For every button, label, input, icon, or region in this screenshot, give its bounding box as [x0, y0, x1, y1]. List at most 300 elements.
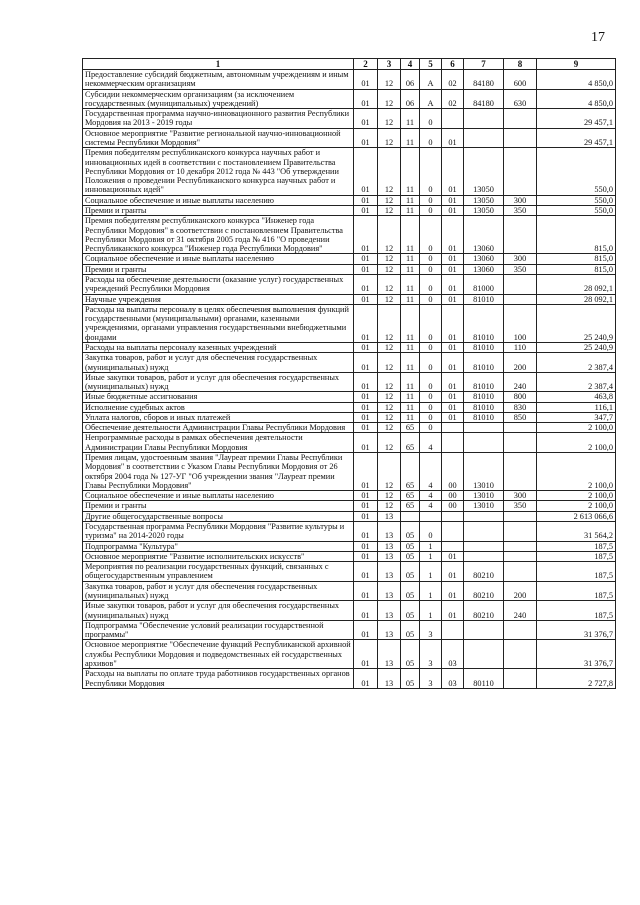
row-code-cell: 01	[442, 562, 464, 582]
row-code-cell: 01	[354, 294, 378, 304]
row-code-cell: 0	[420, 392, 442, 402]
row-code-cell: 01	[442, 581, 464, 601]
row-code-cell	[504, 294, 537, 304]
row-amount-cell: 31 564,2	[537, 522, 616, 542]
row-code-cell: 01	[354, 353, 378, 373]
row-code-cell: 01	[354, 640, 378, 669]
row-code-cell: 12	[378, 195, 401, 205]
row-code-cell: 13010	[464, 491, 504, 501]
row-code-cell	[464, 433, 504, 453]
row-code-cell: 01	[442, 206, 464, 216]
row-code-cell: 01	[354, 254, 378, 264]
row-code-cell: 13060	[464, 216, 504, 254]
row-code-cell: 01	[354, 522, 378, 542]
row-code-cell: 01	[442, 601, 464, 621]
row-code-cell	[401, 511, 420, 521]
row-code-cell: 02	[442, 70, 464, 90]
table-row	[83, 491, 616, 501]
row-code-cell	[442, 620, 464, 640]
row-code-cell: 350	[504, 206, 537, 216]
row-amount-cell: 187,5	[537, 581, 616, 601]
row-amount-cell: 187,5	[537, 562, 616, 582]
row-code-cell: 06	[401, 70, 420, 90]
row-code-cell: 05	[401, 541, 420, 551]
row-name-cell: Иные закупки товаров, работ и услуг для обеспечения государственных (муниципальных) нужд	[83, 372, 354, 392]
table-row	[83, 433, 616, 453]
row-code-cell: 80210	[464, 601, 504, 621]
row-code-cell	[464, 109, 504, 129]
row-code-cell: 12	[378, 372, 401, 392]
row-amount-cell: 2 100,0	[537, 423, 616, 433]
row-name-cell: Подпрограмма "Культура"	[83, 541, 354, 551]
table-row	[83, 501, 616, 511]
column-header: 8	[504, 59, 537, 70]
row-code-cell: 01	[442, 294, 464, 304]
row-code-cell: 81010	[464, 412, 504, 422]
column-header: 3	[378, 59, 401, 70]
row-name-cell: Премия лицам, удостоенным звания "Лауреат премии Главы Республики Мордовия" в соответствии с Указом Главы Республики Мордовия от 26 октября 2004 года № 127-УГ "Об учреждении звания "Лауреат премии Главы Республики Мордовия"	[83, 453, 354, 491]
row-name-cell: Другие общегосударственные вопросы	[83, 511, 354, 521]
row-amount-cell: 4 850,0	[537, 70, 616, 90]
row-code-cell: 12	[378, 353, 401, 373]
table-row	[83, 304, 616, 342]
row-amount-cell: 187,5	[537, 601, 616, 621]
row-code-cell: 11	[401, 372, 420, 392]
row-code-cell: 84180	[464, 89, 504, 109]
row-code-cell: 3	[420, 620, 442, 640]
row-code-cell: 12	[378, 304, 401, 342]
row-code-cell: 12	[378, 254, 401, 264]
row-code-cell	[464, 511, 504, 521]
row-code-cell: 200	[504, 581, 537, 601]
row-code-cell	[504, 109, 537, 129]
row-code-cell: 02	[442, 89, 464, 109]
row-code-cell: 4	[420, 433, 442, 453]
row-amount-cell: 29 457,1	[537, 109, 616, 129]
row-code-cell: 05	[401, 562, 420, 582]
row-code-cell	[442, 109, 464, 129]
row-code-cell: 13	[378, 620, 401, 640]
row-code-cell	[464, 522, 504, 542]
row-code-cell: 12	[378, 148, 401, 195]
column-header: 6	[442, 59, 464, 70]
row-code-cell: 01	[354, 412, 378, 422]
table-row	[83, 70, 616, 90]
row-amount-cell: 550,0	[537, 148, 616, 195]
row-amount-cell: 815,0	[537, 264, 616, 274]
row-code-cell: 11	[401, 264, 420, 274]
row-code-cell: 11	[401, 195, 420, 205]
row-code-cell: 1	[420, 581, 442, 601]
row-code-cell	[504, 511, 537, 521]
row-code-cell: 01	[442, 372, 464, 392]
row-name-cell: Основное мероприятие "Развитие исполнительских искусств"	[83, 551, 354, 561]
row-code-cell: 12	[378, 491, 401, 501]
row-code-cell: 12	[378, 423, 401, 433]
row-code-cell: 11	[401, 216, 420, 254]
row-code-cell: 01	[354, 433, 378, 453]
row-name-cell: Социальное обеспечение и иные выплаты населению	[83, 195, 354, 205]
row-code-cell: 13060	[464, 254, 504, 264]
row-code-cell: 11	[401, 304, 420, 342]
row-amount-cell: 2 387,4	[537, 353, 616, 373]
row-code-cell: 11	[401, 412, 420, 422]
row-code-cell: 01	[442, 412, 464, 422]
row-code-cell: 81010	[464, 392, 504, 402]
row-code-cell: 01	[354, 541, 378, 551]
row-code-cell: 65	[401, 453, 420, 491]
row-code-cell: 81010	[464, 353, 504, 373]
row-code-cell: 13	[378, 551, 401, 561]
row-code-cell: 13	[378, 581, 401, 601]
row-code-cell	[504, 128, 537, 148]
row-code-cell: 12	[378, 392, 401, 402]
row-amount-cell: 31 376,7	[537, 620, 616, 640]
table-row	[83, 264, 616, 274]
row-code-cell: 630	[504, 89, 537, 109]
row-name-cell: Обеспечение деятельности Администрации Главы Республики Мордовия	[83, 423, 354, 433]
row-code-cell: 01	[354, 274, 378, 294]
row-code-cell: 11	[401, 402, 420, 412]
row-code-cell: 05	[401, 640, 420, 669]
row-code-cell: 05	[401, 669, 420, 689]
table-row	[83, 453, 616, 491]
row-code-cell: 0	[420, 342, 442, 352]
row-code-cell: 0	[420, 304, 442, 342]
table-row	[83, 195, 616, 205]
row-code-cell: 11	[401, 294, 420, 304]
row-code-cell: 13010	[464, 453, 504, 491]
row-name-cell: Основное мероприятие "Обеспечение функций Республиканской архивной службы Республики Мордовия и подведомственных ей государственных архивов"	[83, 640, 354, 669]
table-row	[83, 551, 616, 561]
row-code-cell: 0	[420, 353, 442, 373]
column-header: 7	[464, 59, 504, 70]
row-code-cell	[442, 541, 464, 551]
table-row	[83, 601, 616, 621]
row-code-cell: 11	[401, 274, 420, 294]
header-row	[83, 59, 616, 70]
row-code-cell	[442, 522, 464, 542]
table-row	[83, 254, 616, 264]
row-code-cell: 01	[442, 304, 464, 342]
row-code-cell: 0	[420, 216, 442, 254]
row-code-cell: 03	[442, 640, 464, 669]
row-code-cell: 12	[378, 342, 401, 352]
row-code-cell: 01	[354, 501, 378, 511]
row-code-cell: 13	[378, 640, 401, 669]
row-amount-cell: 2 100,0	[537, 491, 616, 501]
row-code-cell: 01	[354, 206, 378, 216]
row-code-cell: 0	[420, 148, 442, 195]
row-code-cell: 1	[420, 541, 442, 551]
row-code-cell: 12	[378, 294, 401, 304]
row-code-cell: 01	[354, 562, 378, 582]
row-code-cell	[504, 522, 537, 542]
table-row	[83, 562, 616, 582]
row-code-cell: 12	[378, 274, 401, 294]
row-name-cell: Премии и гранты	[83, 501, 354, 511]
row-code-cell: 01	[354, 620, 378, 640]
row-code-cell: 11	[401, 254, 420, 264]
row-code-cell: 800	[504, 392, 537, 402]
row-code-cell: 300	[504, 491, 537, 501]
row-code-cell: 300	[504, 195, 537, 205]
row-code-cell: 01	[354, 491, 378, 501]
row-name-cell: Премия победителям республиканского конкурса научных работ и инновационных идей в соответствии с постановлением Правительства Республики Мордовия от 10 декабря 2012 года № 443 "Об утверждении Положения о проведении Республиканского конкурса научных работ и инновационных идей"	[83, 148, 354, 195]
row-code-cell	[504, 640, 537, 669]
row-code-cell: 12	[378, 206, 401, 216]
row-code-cell: 01	[442, 254, 464, 264]
row-code-cell: 0	[420, 522, 442, 542]
table-row	[83, 206, 616, 216]
row-amount-cell: 2 613 066,6	[537, 511, 616, 521]
row-amount-cell: 25 240,9	[537, 342, 616, 352]
row-code-cell: 00	[442, 501, 464, 511]
row-code-cell: 01	[442, 353, 464, 373]
table-row	[83, 402, 616, 412]
table-row	[83, 541, 616, 551]
row-code-cell: 01	[354, 264, 378, 274]
row-code-cell	[504, 423, 537, 433]
table-row	[83, 109, 616, 129]
row-code-cell: 0	[420, 195, 442, 205]
page-number: 17	[591, 30, 605, 45]
column-header: 4	[401, 59, 420, 70]
table-row	[83, 640, 616, 669]
row-code-cell: 06	[401, 89, 420, 109]
row-code-cell	[504, 620, 537, 640]
row-name-cell: Премии и гранты	[83, 206, 354, 216]
row-code-cell: 11	[401, 128, 420, 148]
row-code-cell: 13050	[464, 195, 504, 205]
row-code-cell: 0	[420, 264, 442, 274]
table-row	[83, 216, 616, 254]
row-amount-cell: 28 092,1	[537, 274, 616, 294]
row-code-cell	[464, 423, 504, 433]
row-code-cell: 0	[420, 254, 442, 264]
row-name-cell: Государственная программа научно-инновационного развития Республики Мордовия на 2013 - 2019 годы	[83, 109, 354, 129]
row-code-cell	[504, 562, 537, 582]
row-code-cell: 01	[442, 264, 464, 274]
row-code-cell	[442, 433, 464, 453]
row-code-cell	[464, 541, 504, 551]
row-code-cell: 65	[401, 491, 420, 501]
row-code-cell: 65	[401, 423, 420, 433]
row-code-cell: 01	[354, 402, 378, 412]
row-code-cell: 13050	[464, 206, 504, 216]
row-code-cell: 00	[442, 491, 464, 501]
row-code-cell: 12	[378, 264, 401, 274]
row-code-cell	[442, 511, 464, 521]
row-code-cell: 13010	[464, 501, 504, 511]
row-amount-cell: 2 387,4	[537, 372, 616, 392]
row-name-cell: Подпрограмма "Обеспечение условий реализации государственной программы"	[83, 620, 354, 640]
row-name-cell: Иные закупки товаров, работ и услуг для обеспечения государственных (муниципальных) нужд	[83, 601, 354, 621]
row-code-cell: 01	[354, 342, 378, 352]
row-code-cell: 11	[401, 206, 420, 216]
row-name-cell: Премия победителям республиканского конкурса "Инженер года Республики Мордовия" в соответствии с постановлением Правительства Республики Мордовия от 31 октября 2005 года № 416 "О проведении Республиканского конкурса "Инженер года Республики Мордовия"	[83, 216, 354, 254]
row-name-cell: Предоставление субсидий бюджетным, автономным учреждениям и иным некоммерческим организациям	[83, 70, 354, 90]
row-code-cell: 12	[378, 89, 401, 109]
row-name-cell: Закупка товаров, работ и услуг для обеспечения государственных (муниципальных) нужд	[83, 581, 354, 601]
row-code-cell: 0	[420, 412, 442, 422]
row-code-cell	[504, 274, 537, 294]
row-code-cell: 110	[504, 342, 537, 352]
row-amount-cell: 463,8	[537, 392, 616, 402]
row-code-cell: 0	[420, 109, 442, 129]
row-code-cell: 0	[420, 294, 442, 304]
row-code-cell: 01	[442, 216, 464, 254]
row-code-cell	[504, 551, 537, 561]
row-name-cell: Уплата налогов, сборов и иных платежей	[83, 412, 354, 422]
table-body	[83, 70, 616, 689]
table-row	[83, 669, 616, 689]
row-code-cell: 01	[354, 669, 378, 689]
row-code-cell: 12	[378, 216, 401, 254]
column-header: 9	[537, 59, 616, 70]
row-code-cell: 05	[401, 581, 420, 601]
row-code-cell: 1	[420, 551, 442, 561]
row-name-cell: Расходы на обеспечение деятельности (оказание услуг) государственных учреждений Республики Мордовия	[83, 274, 354, 294]
row-code-cell: 240	[504, 372, 537, 392]
row-code-cell: 80110	[464, 669, 504, 689]
row-code-cell: 81010	[464, 372, 504, 392]
row-name-cell: Иные бюджетные ассигнования	[83, 392, 354, 402]
row-amount-cell: 187,5	[537, 541, 616, 551]
row-code-cell: 350	[504, 501, 537, 511]
row-name-cell: Премии и гранты	[83, 264, 354, 274]
table-row	[83, 353, 616, 373]
row-code-cell	[464, 620, 504, 640]
row-code-cell: 80210	[464, 562, 504, 582]
row-code-cell: 01	[442, 148, 464, 195]
row-code-cell: 12	[378, 433, 401, 453]
row-amount-cell: 550,0	[537, 195, 616, 205]
row-code-cell: 01	[354, 148, 378, 195]
row-code-cell: 11	[401, 392, 420, 402]
table-row	[83, 581, 616, 601]
row-code-cell: 01	[354, 89, 378, 109]
row-code-cell: 4	[420, 491, 442, 501]
row-name-cell: Научные учреждения	[83, 294, 354, 304]
row-amount-cell: 31 376,7	[537, 640, 616, 669]
row-amount-cell: 29 457,1	[537, 128, 616, 148]
row-code-cell: 850	[504, 412, 537, 422]
row-code-cell: 12	[378, 70, 401, 90]
row-code-cell: 13	[378, 562, 401, 582]
row-code-cell	[464, 640, 504, 669]
row-code-cell: 1	[420, 601, 442, 621]
row-code-cell: 100	[504, 304, 537, 342]
table-row	[83, 274, 616, 294]
row-code-cell: 01	[354, 216, 378, 254]
table-row	[83, 128, 616, 148]
row-code-cell: 300	[504, 254, 537, 264]
row-code-cell: 01	[354, 392, 378, 402]
row-code-cell: 0	[420, 128, 442, 148]
row-code-cell: 03	[442, 669, 464, 689]
row-code-cell: 01	[354, 581, 378, 601]
row-code-cell: 01	[354, 195, 378, 205]
row-code-cell	[504, 148, 537, 195]
row-code-cell	[464, 128, 504, 148]
row-code-cell	[442, 423, 464, 433]
row-code-cell: 830	[504, 402, 537, 412]
row-code-cell: 81000	[464, 274, 504, 294]
row-code-cell: 01	[354, 601, 378, 621]
row-code-cell: 01	[442, 551, 464, 561]
row-amount-cell: 187,5	[537, 551, 616, 561]
row-code-cell: 11	[401, 353, 420, 373]
row-code-cell: 05	[401, 620, 420, 640]
row-code-cell: 01	[354, 551, 378, 561]
row-code-cell: 01	[354, 511, 378, 521]
row-code-cell: 12	[378, 412, 401, 422]
row-code-cell: 05	[401, 551, 420, 561]
row-name-cell: Мероприятия по реализации государственных функций, связанных с общегосударственным управлением	[83, 562, 354, 582]
row-code-cell: 11	[401, 109, 420, 129]
table-row	[83, 372, 616, 392]
row-code-cell	[420, 511, 442, 521]
row-code-cell: 01	[354, 304, 378, 342]
row-code-cell: 12	[378, 109, 401, 129]
row-code-cell: 350	[504, 264, 537, 274]
table-row	[83, 342, 616, 352]
column-header: 1	[83, 59, 354, 70]
row-code-cell: 240	[504, 601, 537, 621]
row-code-cell: 0	[420, 423, 442, 433]
row-amount-cell: 28 092,1	[537, 294, 616, 304]
row-code-cell: 01	[354, 372, 378, 392]
row-code-cell: А	[420, 89, 442, 109]
row-code-cell: 3	[420, 669, 442, 689]
row-name-cell: Государственная программа Республики Мордовия "Развитие культуры и туризма" на 2014-2020 годы	[83, 522, 354, 542]
row-amount-cell: 347,7	[537, 412, 616, 422]
row-amount-cell: 815,0	[537, 254, 616, 264]
row-name-cell: Субсидии некоммерческим организациям (за исключением государственных (муниципальных) учреждений)	[83, 89, 354, 109]
row-code-cell	[504, 216, 537, 254]
row-code-cell	[464, 551, 504, 561]
row-code-cell: 01	[354, 70, 378, 90]
row-code-cell: 1	[420, 562, 442, 582]
row-code-cell: 12	[378, 501, 401, 511]
row-code-cell: 01	[354, 128, 378, 148]
budget-table	[82, 58, 616, 689]
row-code-cell: 01	[442, 274, 464, 294]
row-code-cell: 01	[442, 342, 464, 352]
row-amount-cell: 116,1	[537, 402, 616, 412]
row-code-cell: 13060	[464, 264, 504, 274]
row-code-cell: 81010	[464, 342, 504, 352]
column-header: 5	[420, 59, 442, 70]
row-code-cell: 05	[401, 522, 420, 542]
row-name-cell: Социальное обеспечение и иные выплаты населению	[83, 491, 354, 501]
row-amount-cell: 2 100,0	[537, 501, 616, 511]
row-name-cell: Непрограммные расходы в рамках обеспечения деятельности Администрации Главы Республики Мордовия	[83, 433, 354, 453]
row-code-cell: 600	[504, 70, 537, 90]
row-code-cell	[504, 453, 537, 491]
row-code-cell	[504, 433, 537, 453]
row-amount-cell: 815,0	[537, 216, 616, 254]
row-code-cell: 01	[442, 128, 464, 148]
row-code-cell: 01	[442, 392, 464, 402]
row-code-cell: 200	[504, 353, 537, 373]
row-amount-cell: 2 100,0	[537, 433, 616, 453]
row-code-cell: 13	[378, 601, 401, 621]
row-code-cell: 0	[420, 372, 442, 392]
row-code-cell: 01	[442, 402, 464, 412]
row-code-cell: 65	[401, 501, 420, 511]
